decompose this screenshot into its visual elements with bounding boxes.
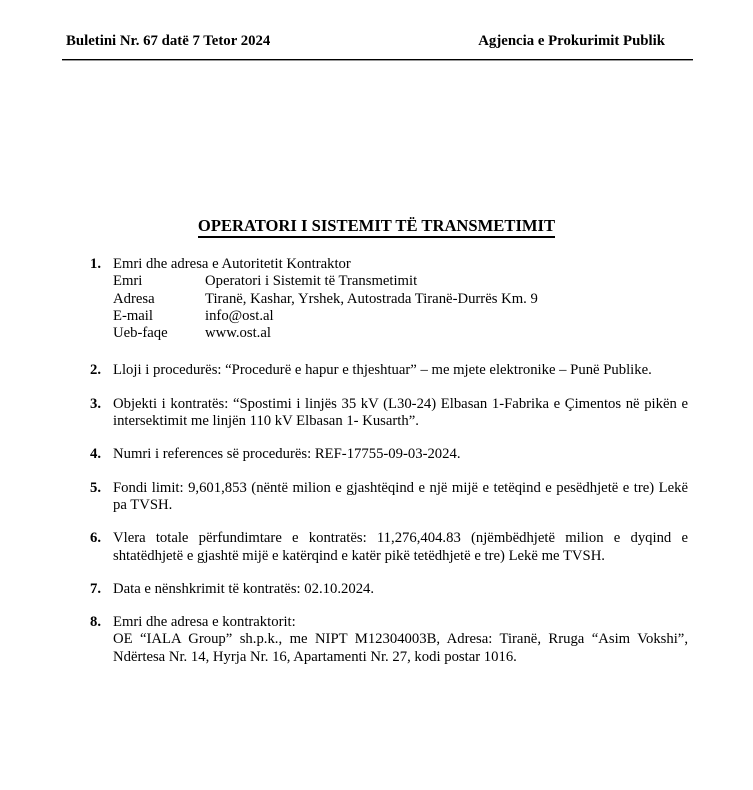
contract-notice-list: [90, 256, 688, 666]
item-number: 7.: [90, 580, 102, 597]
item-text: Fondi limit: 9,601,853 (nëntë milion e gjashtëqind e një mijë e tetëqind e pesëdhjetë e tre) Lekë pa TVSH.: [113, 479, 688, 513]
detail-value: info@ost.al: [205, 307, 274, 324]
item-text: Lloji i procedurës: “Procedurë e hapur e thjeshtuar” – me mjete elektronike – Punë Publike.: [113, 362, 652, 379]
item-number: 2.: [90, 362, 102, 379]
list-item-signature-date: [90, 581, 688, 598]
detail-label: Ueb-faqe: [113, 325, 168, 342]
detail-row-email: [113, 308, 688, 325]
detail-value: Tiranë, Kashar, Yrshek, Autostrada Tiranë-Durrës Km. 9: [205, 290, 538, 307]
item-number: 6.: [90, 530, 102, 547]
item-number: 8.: [90, 614, 102, 631]
header-bulletin-info: Buletini Nr. 67 datë 7 Tetor 2024: [66, 33, 271, 49]
item-number: 3.: [90, 395, 102, 412]
detail-value: Operatori i Sistemit të Transmetimit: [205, 273, 418, 290]
header-rule: [62, 59, 693, 61]
detail-label: Emri: [113, 273, 143, 290]
item-text: Vlera totale përfundimtare e kontratës: 11,276,404.83 (njëmbëdhjetë milion e dyqind e shtatëdhjetë e gjashtë mijë e katërqind e katër pikë tetëdhjetë e tre) Lekë me TVSH.: [113, 530, 688, 564]
item-number: 1.: [90, 256, 102, 272]
item-text: Objekti i kontratës: “Spostimi i linjës 35 kV (L30-24) Elbasan 1-Fabrika e Çimentos në pikën e intersektimit me linjën 110 kV Elbasan 1- Kusarth”.: [113, 395, 688, 430]
item-text: Data e nënshkrimit të kontratës: 02.10.2024.: [113, 580, 375, 597]
detail-row-address: [113, 291, 688, 308]
list-item-reference-number: [90, 446, 688, 463]
item-number: 4.: [90, 446, 102, 463]
list-item-limit-fund: [90, 480, 688, 515]
list-item-total-value: [90, 530, 688, 565]
document-title: [0, 216, 753, 236]
item-text: Numri i references së procedurës: REF-17755-09-03-2024.: [113, 446, 461, 463]
page-header: [62, 33, 693, 61]
list-item-contract-object: [90, 396, 688, 431]
list-item-procedure-type: [90, 362, 688, 379]
detail-row-website: [113, 325, 688, 342]
detail-value: www.ost.al: [205, 325, 271, 342]
detail-row-name: [113, 273, 688, 290]
document-title-text: OPERATORI I SISTEMIT TË TRANSMETIMIT: [198, 216, 555, 238]
list-item-contractor: [90, 614, 688, 666]
item-text: Emri dhe adresa e kontraktorit:: [113, 614, 296, 631]
item-text: Emri dhe adresa e Autoritetit Kontraktor: [113, 256, 351, 272]
detail-label: Adresa: [113, 290, 155, 307]
item-text-continued: OE “IALA Group” sh.p.k., me NIPT M12304003B, Adresa: Tiranë, Rruga “Asim Vokshi”, Ndërtesa Nr. 14, Hyrja Nr. 16, Apartamenti Nr. 27, kodi postar 1016.: [113, 631, 688, 665]
item-number: 5.: [90, 479, 102, 496]
detail-label: E-mail: [113, 307, 153, 324]
header-agency-name: Agjencia e Prokurimit Publik: [478, 33, 665, 49]
list-item-authority: [90, 256, 688, 342]
